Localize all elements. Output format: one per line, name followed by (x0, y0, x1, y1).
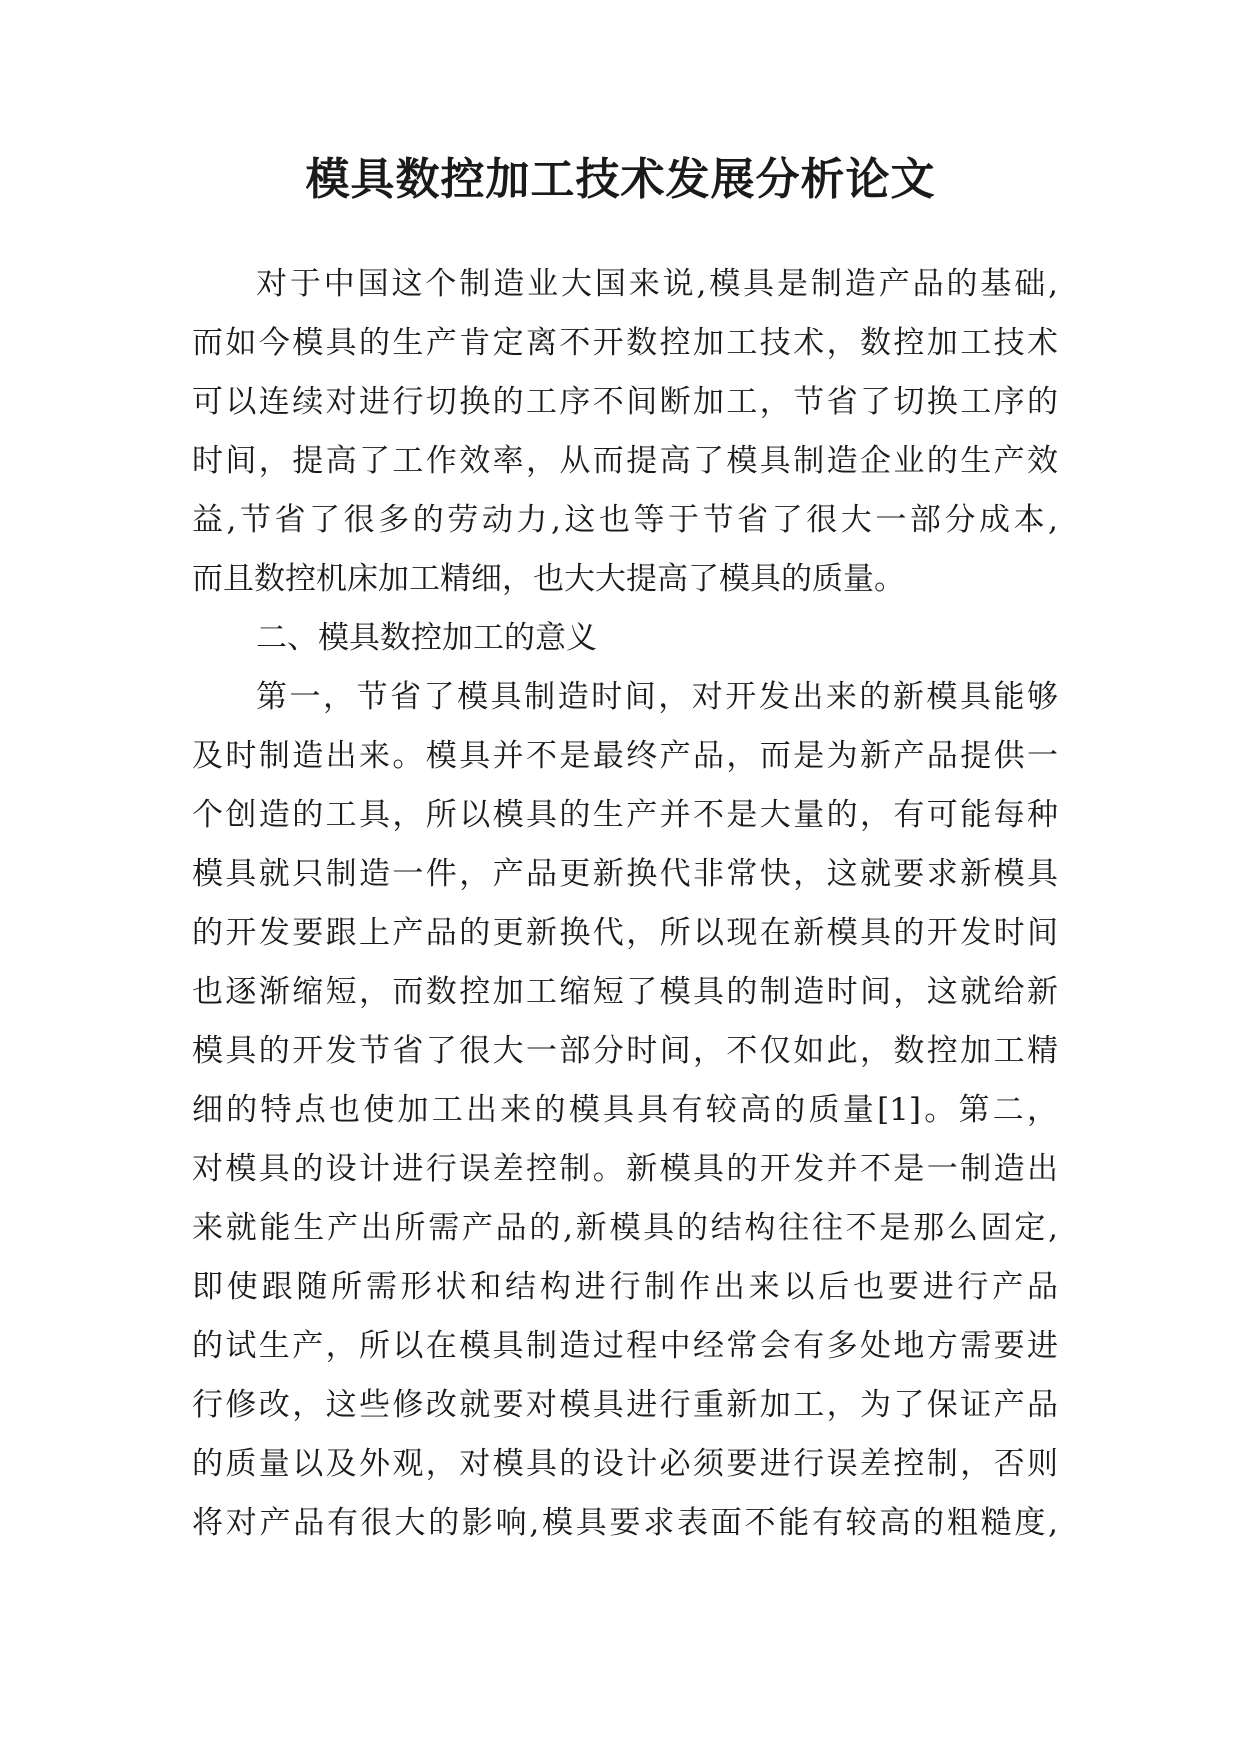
text-line: 即使跟随所需形状和结构进行制作出来以后也要进行产品 (192, 1269, 1058, 1305)
text-line: 的质量以及外观，对模具的设计必须要进行误差控制，否则 (192, 1446, 1058, 1482)
text-line: 及时制造出来。模具并不是最终产品，而是为新产品提供一 (192, 738, 1058, 774)
text-line: 模具就只制造一件，产品更新换代非常快，这就要求新模具 (192, 856, 1058, 892)
document-title: 模具数控加工技术发展分析论文 (305, 154, 936, 205)
text-line: 时间，提高了工作效率，从而提高了模具制造企业的生产效 (192, 443, 1058, 479)
section-heading: 二、模具数控加工的意义 (256, 620, 597, 656)
text-line: 细的特点也使加工出来的模具具有较高的质量[1]。第二， (192, 1092, 1058, 1128)
text-line: 来就能生产出所需产品的,新模具的结构往往不是那么固定, (192, 1210, 1058, 1246)
text-line: 将对产品有很大的影响,模具要求表面不能有较高的粗糙度, (192, 1505, 1058, 1541)
text-line: 对模具的设计进行误差控制。新模具的开发并不是一制造出 (192, 1151, 1058, 1187)
document-body (192, 255, 1058, 1553)
text-line: 而如今模具的生产肯定离不开数控加工技术，数控加工技术 (192, 325, 1058, 361)
text-line: 对于中国这个制造业大国来说,模具是制造产品的基础, (256, 266, 1058, 302)
text-line: 模具的开发节省了很大一部分时间，不仅如此，数控加工精 (192, 1033, 1058, 1069)
text-line: 可以连续对进行切换的工序不间断加工，节省了切换工序的 (192, 384, 1058, 420)
text-line: 第一，节省了模具制造时间，对开发出来的新模具能够 (256, 679, 1058, 715)
text-line: 也逐渐缩短，而数控加工缩短了模具的制造时间，这就给新 (192, 974, 1058, 1010)
text-line: 益,节省了很多的劳动力,这也等于节省了很大一部分成本, (192, 502, 1058, 538)
text-line: 而且数控机床加工精细，也大大提高了模具的质量。 (192, 561, 905, 597)
text-line: 个创造的工具，所以模具的生产并不是大量的，有可能每种 (192, 797, 1058, 833)
text-line: 行修改，这些修改就要对模具进行重新加工，为了保证产品 (192, 1387, 1058, 1423)
text-line: 的试生产，所以在模具制造过程中经常会有多处地方需要进 (192, 1328, 1058, 1364)
text-line: 的开发要跟上产品的更新换代，所以现在新模具的开发时间 (192, 915, 1058, 951)
